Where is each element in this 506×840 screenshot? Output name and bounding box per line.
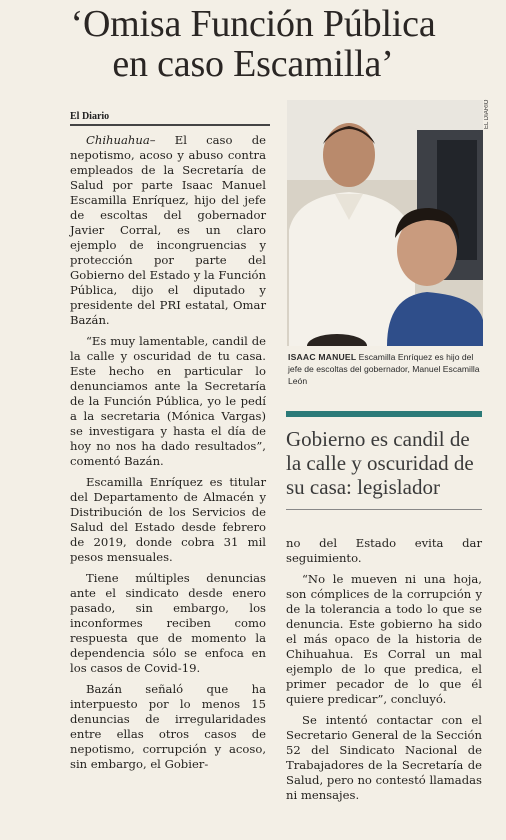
pullquote: Gobierno es candil de la calle y oscuridad de su casa: legislador <box>286 427 474 499</box>
caption-name: ISAAC MANUEL <box>288 352 357 362</box>
paragraph-3: Escamilla Enríquez es titular del Departamento de Almacén y Distribución de los Servicios de Salud del Estado desde febrero de 2019, donde cobra 31 mil pesos mensuales. <box>70 475 266 564</box>
article-column-1 <box>70 133 266 778</box>
paragraph-1 <box>70 133 266 328</box>
headline-line-1: ‘Omisa Función Pública <box>70 3 436 45</box>
paragraph-1-text: El caso de nepotismo, acoso y abuso contra empleados de la Secretaría de Salud por parte Isaac Manuel Escamilla Enríquez, hijo del jefe de escoltas del gobernador Javier Corral, es un claro ejemplo de incongruencias y protección por parte del Gobierno del Estado y la Función Pública, dijo el diputado y presidente del PRI estatal, Omar Bazán. <box>70 133 266 327</box>
dateline: Chihuahua– <box>86 133 156 147</box>
paragraph-8: Se intentó contactar con el Secretario General de la Sección 52 del Sindicato Nacional de Trabajadores de la Secretaría de Salud, pero no contestó llamadas ni mensajes. <box>286 713 482 802</box>
photo-illustration <box>287 100 483 346</box>
headline-line-2: en caso Escamilla’ <box>112 43 394 85</box>
photo-caption <box>288 351 484 387</box>
paragraph-7: “No le mueven ni una hoja, son cómplices de la corrupción y de la tolerancia a todo lo que se denuncia. Este gobierno ha sido el más opaco de la historia de Chihuahua. Es Corral un mal ejemplo de lo que predica, el primer pecador de lo que él quiere predicar”, concluyó. <box>286 572 482 706</box>
paragraph-2: “Es muy lamentable, candil de la calle y oscuridad de tu casa. Este hecho en particular lo denunciamos ante la Secretaría de la Función Pública, yo le pedí a la secretaria (Mónica Vargas) se investigara y hasta el día de hoy no nos ha dado resultados”, comentó Bazán. <box>70 334 266 468</box>
pullquote-accent-bar <box>286 411 482 417</box>
news-photo <box>287 100 483 346</box>
paragraph-6: no del Estado evita dar seguimiento. <box>286 536 482 565</box>
photo-credit: EL DIARIO <box>484 100 490 130</box>
pullquote-divider <box>286 509 482 510</box>
paragraph-4: Tiene múltiples denuncias ante el sindicato desde enero pasado, sin embargo, los inconformes reciben como respuesta que de momento la dependencia sólo se enfoca en los casos de Covid-19. <box>70 571 266 675</box>
article-column-2 <box>286 536 482 809</box>
source-divider <box>70 124 270 126</box>
source-label: El Diario <box>70 111 110 122</box>
caption-text: Escamilla Enríquez es hijo del jefe de escoltas del gobernador, Manuel Escamilla León <box>288 352 480 386</box>
headline <box>0 4 506 84</box>
paragraph-5: Bazán señaló que ha interpuesto por lo menos 15 denuncias de irregularidades entre ellas otros casos de nepotismo, corrupción y acoso, sin embargo, el Gobier- <box>70 682 266 771</box>
